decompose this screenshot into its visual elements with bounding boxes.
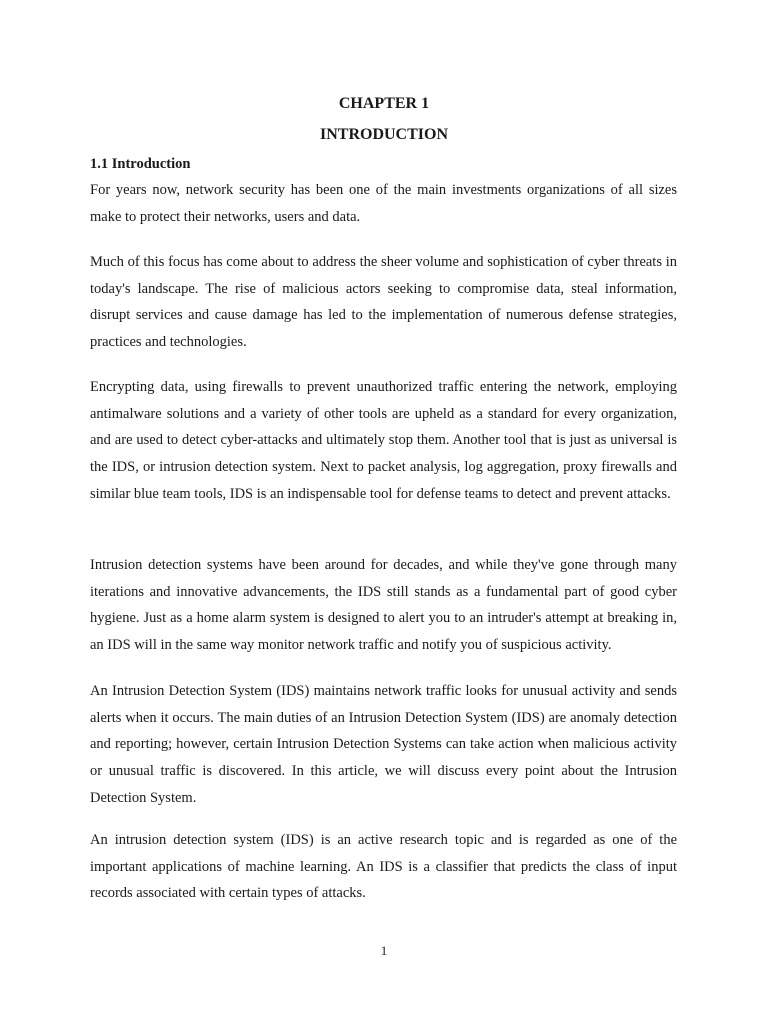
paragraph-2: Much of this focus has come about to address the sheer volume and sophistication of cyber threats in today's landscape. The rise of malicious actors seeking to compromise data, steal information, disrupt services and cause damage has led to the implementation of numerous defense strategies, practices and technologies.	[90, 254, 677, 351]
paragraph-3: Encrypting data, using firewalls to prevent unauthorized traffic entering the network, employing antimalware solutions and a variety of other tools are upheld as a standard for every organization, and are used to detect cyber-attacks and ultimately stop them. Another tool that is just as universal is the IDS, or intrusion detection system. Next to packet analysis, log aggregation, proxy firewalls and similar blue team tools, IDS is an indispensable tool for defense teams to detect and prevent attacks.	[90, 379, 677, 502]
page-number: 1	[380, 943, 388, 958]
paragraph-5: An Intrusion Detection System (IDS) maintains network traffic looks for unusual activity and sends alerts when it occurs. The main duties of an Intrusion Detection System (IDS) are anomaly detection and reporting; however, certain Intrusion Detection Systems can take action when malicious activity or unusual traffic is discovered. In this article, we will discuss every point about the Intrusion Detection System.	[90, 683, 677, 806]
chapter-label: CHAPTER 1	[338, 95, 430, 112]
paragraph-4: Intrusion detection systems have been around for decades, and while they've gone through many iterations and innovative advancements, the IDS still stands as a fundamental part of good cyber hygiene. Just as a home alarm system is designed to alert you to an intruder's attempt at breaking in, an IDS will in the same way monitor network traffic and notify you of suspicious activity.	[90, 557, 677, 654]
paragraph-6: An intrusion detection system (IDS) is an active research topic and is regarded as one of the important applications of machine learning. An IDS is a classifier that predicts the class of input records associated with certain types of attacks.	[90, 832, 677, 902]
section-title: 1.1 Introduction	[90, 156, 191, 172]
paragraph-1: For years now, network security has been one of the main investments organizations of all sizes make to protect their networks, users and data.	[90, 182, 677, 225]
chapter-title: INTRODUCTION	[319, 126, 448, 143]
